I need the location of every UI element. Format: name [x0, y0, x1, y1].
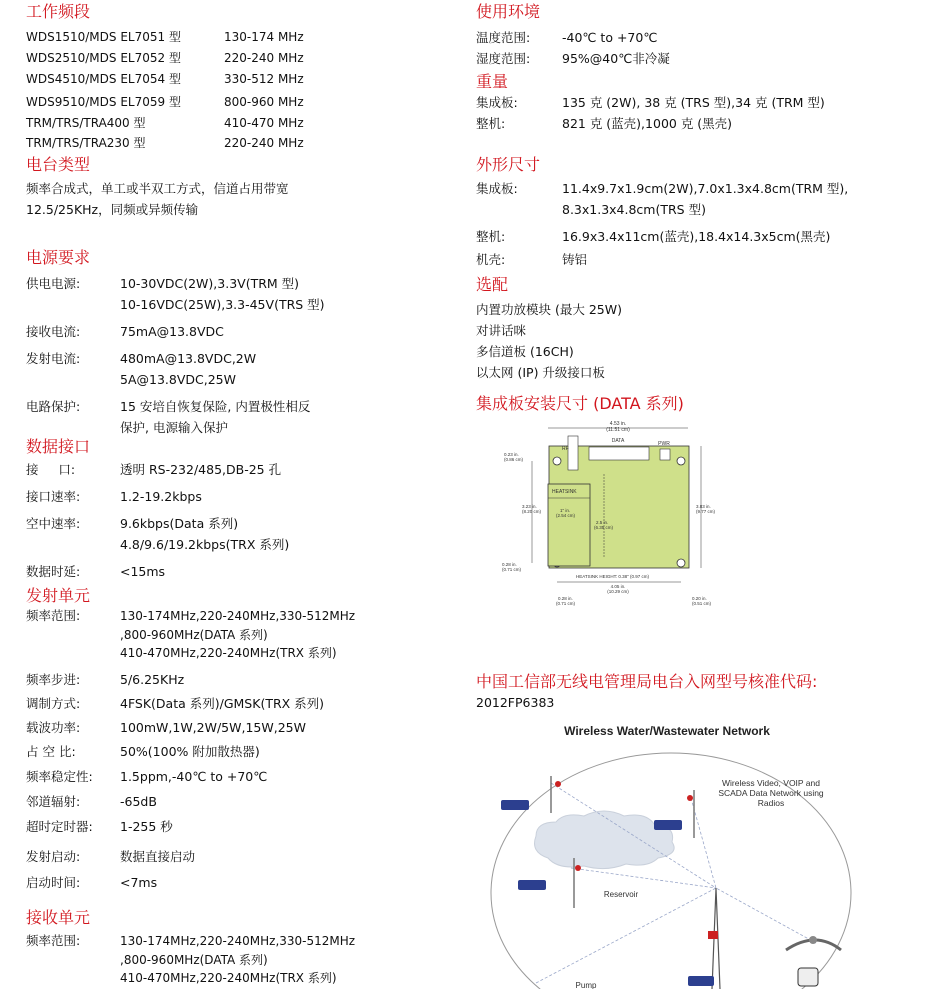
spec-row — [26, 932, 446, 988]
radio-device-body — [501, 800, 529, 810]
data-connector — [589, 447, 649, 460]
weight-list — [476, 92, 916, 134]
options-title: 选配 — [476, 275, 509, 294]
spec-row — [26, 717, 446, 738]
spec-row — [26, 396, 446, 438]
spec-value: 15 安培自恢复保险, 内置极性相反 — [120, 399, 311, 414]
diagram-caption-line: SCADA Data Network using — [718, 788, 824, 798]
spec-value: 1.5ppm,-40℃ to +70℃ — [120, 768, 268, 784]
antenna-icon — [687, 795, 693, 801]
spec-value: 50%(100% 附加散热器) — [120, 743, 260, 759]
pwr-connector — [660, 449, 670, 460]
dim-off-bl-cm: (0.71 cm) — [502, 567, 522, 572]
spec-key: 空中速率: — [26, 516, 81, 531]
terminal-box — [798, 968, 818, 986]
dim-h1-cm: (8.20 cm) — [522, 509, 542, 514]
text-line: 频率合成式，单工或半双工方式，信道占用带宽 — [26, 181, 289, 196]
dim-d1: 1" in. — [560, 508, 571, 513]
spec-value: 410-470MHz,220-240MHz(TRX 系列) — [120, 971, 337, 985]
spec-value: ,800-960MHz(DATA 系列) — [120, 627, 268, 642]
spec-value: <7ms — [120, 874, 158, 890]
spec-value: 4.8/9.6/19.2kbps(TRX 系列) — [120, 537, 290, 552]
dim-off-br: 0.20 in. — [692, 596, 707, 601]
spec-key: 启动时间: — [26, 874, 81, 890]
spec-value: 9.6kbps(Data 系列) — [120, 516, 239, 531]
spec-key: 频率范围: — [26, 933, 81, 948]
spec-value: 5A@13.8VDC,25W — [120, 372, 236, 387]
data-port-list — [26, 459, 446, 582]
spec-value: 1-255 秒 — [120, 818, 173, 834]
spec-row — [26, 816, 446, 837]
spec-row — [476, 226, 916, 247]
dim-d2-cm: (6.35 cm) — [594, 525, 614, 530]
approval-code: 2012FP6383 — [476, 695, 555, 710]
spec-key: 频率步进: — [26, 671, 81, 687]
spec-key: 温度范围: — [476, 30, 531, 45]
dim-h2: 3.83 in. — [696, 504, 711, 509]
spec-key: 供电电源: — [26, 276, 81, 291]
options-list — [476, 299, 622, 383]
dim-h2-cm: (9.77 cm) — [696, 509, 716, 514]
spec-row — [26, 872, 446, 893]
dim-d2: 2.5 in. — [596, 520, 609, 525]
spec-key: 发射启动: — [26, 848, 81, 864]
radio-type-text — [26, 178, 289, 220]
spec-key: 发射电流: — [26, 351, 81, 366]
diagram-caption-line: Wireless Video, VOIP and — [722, 778, 820, 788]
spec-key: 超时定时器: — [26, 818, 93, 834]
spec-row — [26, 561, 446, 582]
spec-key: 接口速率: — [26, 489, 81, 504]
antenna-icon — [575, 865, 581, 871]
spec-key: 湿度范围: — [476, 51, 531, 66]
data-port-title: 数据接口 — [26, 437, 91, 456]
band-freq: 220-240 MHz — [224, 136, 304, 150]
spec-key: 载波功率: — [26, 719, 81, 735]
mount-hole — [553, 457, 561, 465]
spec-value: 821 克 (蓝壳),1000 克 (黑壳) — [562, 116, 733, 131]
spec-value: -65dB — [120, 793, 157, 809]
spec-row — [476, 113, 916, 134]
dim-h1: 3.23 in. — [522, 504, 537, 509]
spec-row — [26, 846, 446, 867]
dim-w2-cm: (10.29 cm) — [607, 589, 629, 594]
dim-off-b-cm: (0.71 cm) — [556, 601, 576, 606]
heatsink-area — [548, 484, 590, 566]
rx-list — [26, 932, 446, 988]
pump-label: Pump — [575, 981, 597, 989]
spec-row — [476, 48, 916, 69]
band-model: WDS9510/MDS EL7059 型 — [26, 95, 181, 109]
reservoir-label: Reservoir — [603, 890, 639, 899]
spec-value: 10-30VDC(2W),3.3V(TRM 型) — [120, 276, 300, 291]
option-item: 以太网 (IP) 升级接口板 — [476, 365, 605, 380]
size-list — [476, 178, 916, 270]
band-model: TRM/TRS/TRA400 型 — [26, 116, 146, 130]
spec-value: 8.3x1.3x4.8cm(TRS 型) — [562, 202, 706, 217]
band-row — [26, 27, 304, 48]
dim-width: 4.53 in. — [609, 421, 627, 427]
spec-row — [476, 27, 916, 48]
weight-title: 重量 — [476, 72, 509, 91]
band-title: 工作频段 — [26, 2, 91, 21]
spec-value: 75mA@13.8VDC — [120, 324, 224, 339]
spec-key: 集成板: — [476, 181, 518, 196]
radio-type-title: 电台类型 — [26, 155, 91, 174]
data-label: DATA — [611, 438, 625, 444]
spec-key: 整机: — [476, 229, 506, 244]
dim-d1-cm: (2.54 cm) — [556, 513, 576, 518]
antenna-icon — [555, 781, 561, 787]
spec-row — [26, 459, 446, 480]
band-freq: 410-470 MHz — [224, 116, 304, 130]
band-row — [26, 92, 304, 113]
spec-value: 5/6.25KHz — [120, 671, 185, 687]
spec-value: 135 克 (2W), 38 克 (TRS 型),34 克 (TRM 型) — [562, 95, 825, 110]
spec-key: 电路保护: — [26, 399, 81, 414]
band-model: TRM/TRS/TRA230 型 — [26, 136, 146, 150]
spec-key: 数据时延: — [26, 564, 81, 579]
spec-key: 接收电流: — [26, 324, 81, 339]
spec-key: 频率范围: — [26, 608, 81, 623]
rx-title: 接收单元 — [26, 908, 91, 927]
option-item: 对讲话咪 — [476, 323, 527, 338]
rf-label: RF — [562, 446, 569, 452]
spec-value: 保护, 电源输入保护 — [120, 420, 228, 435]
band-freq: 220-240 MHz — [224, 51, 304, 65]
band-model: WDS2510/MDS EL7052 型 — [26, 51, 181, 65]
spec-value: 数据直接启动 — [120, 848, 196, 864]
dim-w2: 4.05 in. — [610, 584, 626, 589]
spec-value: 95%@40℃非冷凝 — [562, 51, 670, 66]
spec-key: 机壳: — [476, 252, 506, 267]
spec-row — [26, 348, 446, 390]
dim-off-bl: 0.28 in. — [502, 562, 517, 567]
band-row — [26, 134, 304, 152]
env-list — [476, 27, 916, 69]
tower-antenna-icon — [708, 931, 718, 939]
env-title: 使用环境 — [476, 2, 541, 21]
spec-key: 邻道辐射: — [26, 793, 81, 809]
spec-key: 接 口: — [26, 462, 76, 477]
dim-off-top: 0.23 in. — [504, 452, 519, 457]
power-list — [26, 273, 446, 438]
spec-key: 调制方式: — [26, 695, 81, 711]
spec-row — [26, 791, 446, 812]
spec-key: 频率稳定性: — [26, 768, 93, 784]
spec-value: 4FSK(Data 系列)/GMSK(TRX 系列) — [120, 695, 325, 711]
radio-device-body — [688, 976, 714, 986]
spec-value: 11.4x9.7x1.9cm(2W),7.0x1.3x4.8cm(TRM 型), — [562, 181, 849, 196]
spec-row — [26, 693, 446, 714]
dim-hs-height: HEATSINK HEIGHT: 0.38" (0.97 cm) — [576, 574, 650, 579]
spec-value: ,800-960MHz(DATA 系列) — [120, 952, 268, 967]
dim-off-br-cm: (0.51 cm) — [692, 601, 712, 606]
heatsink-label: HEATSINK — [552, 489, 577, 495]
band-row — [26, 48, 304, 69]
spec-row — [476, 92, 916, 113]
band-freq: 800-960 MHz — [224, 95, 304, 109]
option-item: 内置功放模块 (最大 25W) — [476, 302, 622, 317]
pwr-label: PWR — [658, 441, 670, 447]
option-item: 多信道板 (16CH) — [476, 344, 574, 359]
band-row — [26, 113, 304, 134]
band-row — [26, 69, 304, 90]
band-table — [26, 27, 304, 152]
rf-connector — [568, 436, 578, 470]
spec-value: 16.9x3.4x11cm(蓝壳),18.4x14.3x5cm(黑壳) — [562, 229, 831, 244]
tx-list — [26, 607, 446, 893]
spec-row — [476, 178, 916, 220]
mount-hole — [677, 457, 685, 465]
spec-row — [26, 486, 446, 507]
spec-row — [26, 273, 446, 315]
spec-row — [26, 766, 446, 787]
spec-value: 铸铝 — [562, 252, 588, 267]
approval-title: 中国工信部无线电管理局电台入网型号核准代码: — [476, 672, 818, 691]
mount-hole — [677, 559, 685, 567]
dim-off-b: 0.28 in. — [558, 596, 573, 601]
spec-value: 10-16VDC(25W),3.3-45V(TRS 型) — [120, 297, 325, 312]
spec-value: 透明 RS-232/485,DB-25 孔 — [120, 462, 282, 477]
spec-row — [476, 249, 916, 270]
spec-value: 100mW,1W,2W/5W,15W,25W — [120, 719, 306, 735]
spec-row — [26, 669, 446, 690]
spec-row — [26, 513, 446, 555]
band-model: WDS4510/MDS EL7054 型 — [26, 72, 181, 86]
band-freq: 330-512 MHz — [224, 72, 304, 86]
spec-value: -40℃ to +70℃ — [562, 30, 658, 45]
band-freq: 130-174 MHz — [224, 30, 304, 44]
board-dimension-drawing — [496, 418, 726, 613]
spec-key: 集成板: — [476, 95, 518, 110]
spec-key: 整机: — [476, 116, 506, 131]
radio-device-body — [654, 820, 682, 830]
text-line: 12.5/25KHz，同频或异频传输 — [26, 202, 199, 217]
spec-value: 130-174MHz,220-240MHz,330-512MHz — [120, 609, 356, 623]
spec-row — [26, 607, 446, 663]
spec-key: 占 空 比: — [26, 743, 76, 759]
spec-value: 410-470MHz,220-240MHz(TRX 系列) — [120, 646, 337, 660]
radio-device — [688, 976, 714, 986]
power-title: 电源要求 — [26, 248, 91, 267]
diagram-caption-line: Radios — [757, 798, 785, 808]
spec-value: 480mA@13.8VDC,2W — [120, 351, 257, 366]
network-diagram — [476, 718, 874, 989]
spec-value: 130-174MHz,220-240MHz,330-512MHz — [120, 934, 356, 948]
dim-width-cm: (11.51 cm) — [606, 427, 630, 433]
band-model: WDS1510/MDS EL7051 型 — [26, 30, 181, 44]
board-title: 集成板安装尺寸 (DATA 系列) — [476, 394, 684, 413]
tx-title: 发射单元 — [26, 586, 91, 605]
spec-row — [26, 741, 446, 762]
spec-row — [26, 321, 446, 342]
spec-value: <15ms — [120, 564, 166, 579]
valve-icon — [809, 936, 817, 944]
spec-value: 1.2-19.2kbps — [120, 489, 202, 504]
diagram-bg — [476, 718, 874, 989]
size-title: 外形尺寸 — [476, 155, 541, 174]
dim-off-top-cm: (0.86 cm) — [504, 457, 524, 462]
diagram-title: Wireless Water/Wastewater Network — [564, 724, 770, 738]
radio-device-body — [518, 880, 546, 890]
